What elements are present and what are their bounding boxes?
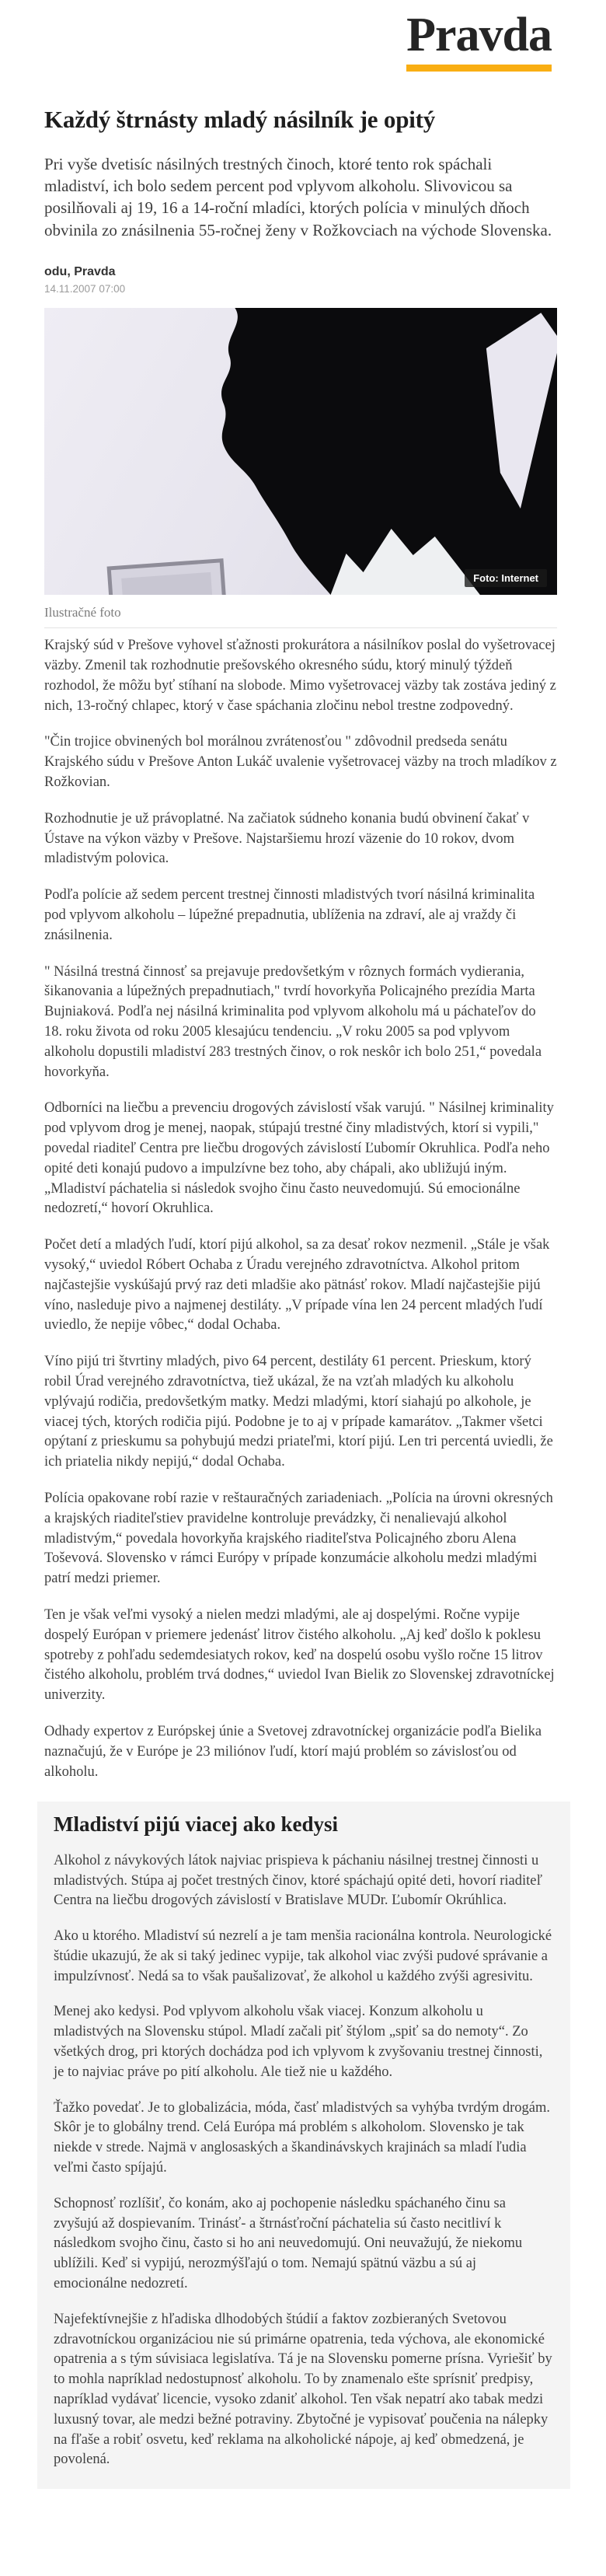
article-paragraph: Rozhodnutie je už právoplatné. Na začiatok súdneho konania budú obvinení čakať v Ústave na výkon väzby v Prešove. Najstaršiemu hrozí väzenie do 10 rokov, dvom mladistvým polovica. [44, 810, 530, 867]
infobox-paragraph: Schopnosť rozlíšiť, čo konám, ako aj pochopenie následku spáchaného činu sa zvyšujú až dospievaním. Trinásť- a štrnásťroční páchatelia sú často necitliví k následkom svojho činu, často si ho ani neuvedomujú. Oni neuvažujú, že niekomu ublížili. Keď si vypijú, nerozmýšľajú o tom. Nemajú spätnú väzbu a sú aj emocionálne nedozretí. [54, 2195, 523, 2292]
infobox-paragraph: Menej ako kedysi. Pod vplyvom alkoholu však viacej. Konzum alkoholu u mladistvých na Slovensku stúpol. Mladí začali piť štýlom „spiť sa do nemoty“. Zo všetkých drog, pri ktorých dochádza pod ich vplyvom k zvyšovaniu trestnej činnosti, je to najviac práve po pití alkoholu. Ale tiež nie u každého. [54, 2004, 543, 2080]
publish-date: 14.11.2007 07:00 [44, 283, 126, 295]
article-paragraph: "Čin trojice obvinených bol morálnou zvrátenosťou " zdôvodnil predseda senátu Krajského súdu v Prešove Anton Lukáč uvalenie vyšetrovacej väzby na troch mladíkov z Rožkovian. [44, 734, 557, 791]
silhouette-illustration [44, 308, 557, 595]
page-title: Každý štrnásty mladý násilník je opitý [44, 106, 436, 133]
article-paragraph: Počet detí a mladých ľudí, ktorí pijú alkohol, sa za desať rokov nezmenil. „Stále je však vysoký,“ uviedol Róbert Ochaba z Úradu verejného zdravotníctva. Alkohol pritom najčastejšie vyskúšajú prvý raz deti mladšie ako pätnásť rokov. Mladí najčastejšie pijú víno, nasleduje pivo a najmenej destiláty. „V prípade vína len 24 percent mladých ľudí uviedlo, že nepije vôbec,“ dodal Ochaba. [44, 1237, 550, 1333]
infobox-paragraph: Ťažko povedať. Je to globalizácia, móda, časť mladistvých sa vyhýba tvrdým drogám. Skôr je to globálny trend. Celá Európa má problém s alkoholom. Slovensko je tak niekde v strede. Najmä v anglosaských a škandinávskych krajinách sa mladí ľudia veľmi často spíjajú. [54, 2099, 550, 2176]
byline: odu, Pravda [44, 265, 116, 279]
divider [44, 627, 557, 628]
infobox [37, 1802, 570, 2489]
article-paragraph: Odhady expertov z Európskej únie a Svetovej zdravotníckej organizácie podľa Bielika naznačujú, že v Európe je 23 miliónov ľudí, ktorí majú problém so závislosťou od alkoholu. [44, 1723, 542, 1780]
article-paragraph: Polícia opakovane robí razie v reštauračných zariadeniach. „Polícia na úrovni okresných a krajských riaditeľstiev pravidelne kontroluje prevádzky, či nenalievajú alkohol mladistvým,“ povedala hovorkyňa krajského riaditeľstva Policajného zboru Alena Toševová. Slovensko v rámci Európy v prípade konzumácie alkoholu medzi mladými patrí medzi priemer. [44, 1490, 553, 1587]
pravda-logo[interactable] [406, 11, 552, 72]
infobox-paragraph: Ako u ktorého. Mladiství sú nezrelí a je tam menšia racionálna kontrola. Neurologické štúdie ukazujú, že ak si taký jedinec vypije, tak alkohol viac zvýši pudové správanie a impulzívnosť. Nedá sa to však paušalizovať, že alkohol u každého zvýši agresivitu. [54, 1928, 552, 1984]
article-paragraph: Podľa polície až sedem percent trestnej činnosti mladistvých tvorí násilná kriminalita pod vplyvom alkoholu – lúpežné prepadnutia, ublíženia na zdraví, ale aj vraždy či znásilnenia. [44, 887, 535, 943]
infobox-paragraph: Najefektívnejšie z hľadiska dlhodobých štúdií a faktov zozbieraných Svetovou zdravotníckou organizáciou nie sú primárne opatrenia, teda výchova, ale ekonomické opatrenia a s tým súvisiaca legislatíva. Tá je na Slovensku pomerne prísna. Vyriešiť by to mohla napríklad nedostupnosť alkoholu. To by znamenalo ešte sprísniť predpisy, napríklad vydávať licencie, vysoko zdaniť alkohol. Ten však nepatrí ako tabak medzi luxusný tovar, ale medzi bežné potraviny. Zbytočné je vypisovať poučenia na nálepky na fľaše a robiť osvetu, keď reklama na alkoholické nápoje, aj keď obmedzená, je povolená. [54, 2311, 552, 2468]
article-photo [44, 308, 557, 595]
article-paragraph: Krajský súd v Prešove vyhovel sťažnosti prokurátora a násilníkov poslal do vyšetrovacej väzby. Zmenil tak rozhodnutie prešovského okresného súdu, ktorý minulý týždeň rozhodol, že môžu byť stíhaní na slobode. Mimo vyšetrovacej väzby tak zostáva jediný z nich, 13-ročný chlapec, ktorý v čase spáchania zločinu nebol trestne zodpovedný. [44, 638, 556, 714]
photo-caption: Ilustračné foto [44, 605, 121, 620]
pravda-logo-underline [406, 65, 552, 72]
article-paragraph: Ten je však veľmi vysoký a nielen medzi mladými, ale aj dospelými. Ročne vypije dospelý Európan v priemere jedenásť litrov čistého alkoholu. „Aj keď došlo k poklesu spotreby z pohľadu sedemdesiatych rokov, keď na dospelú osobu vyšlo ročne 15 litrov čistého alkoholu, problém trvá dodnes,“ uviedol Ivan Bielik zo Slovenskej zdravotníckej univerzity. [44, 1606, 555, 1704]
article-paragraph: " Násilná trestná činnosť sa prejavuje predovšetkým v rôznych formách vydierania, šikanovania a lúpežných prepadnutiach," tvrdí hovorkyňa Policajného prezídia Marta Bujniaková. Podľa nej násilná kriminalita pod vplyvom alkoholu má u páchateľov do 18. roku života od roku 2005 klesajúcu tendenciu. „V roku 2005 sa pod vplyvom alkoholu dopustili mladiství 283 trestných činov, o rok neskôr ich bolo 251,“ povedala hovorkyňa. [44, 963, 542, 1080]
article-content [0, 106, 606, 2489]
infobox-heading: Mladiství pijú viacej ako kedysi [54, 1812, 339, 1837]
article-body [44, 636, 557, 1782]
picture-frame [109, 561, 225, 595]
article-paragraph: Odborníci na liečbu a prevenciu drogových závislostí však varujú. " Násilnej kriminality pod vplyvom drog je menej, naopak, stúpajú trestné činy mladistvých, ktorí si vypili," povedal riaditeľ Centra pre liečbu drogových závislostí Ľubomír Okruhlica. Podľa neho opité deti konajú pudovo a impulzívne bez toho, aby chápali, ako ubližujú iným. „Mladiství páchatelia si následok svojho činu často neuvedomujú. Sú emocionálne nedozretí,“ hovorí Okruhlica. [44, 1100, 554, 1217]
photo-credit-badge: Foto: Internet [465, 569, 547, 587]
infobox-paragraph: Alkohol z návykových látok najviac prispieva k páchaniu násilnej trestnej činnosti u mladistvých. Stúpa aj počet trestných činov, ktoré spáchajú opité deti, hovorí riaditeľ Centra na liečbu drogových závislostí v Bratislave MUDr. Ľubomír Okrúhlica. [54, 1852, 542, 1909]
masthead [0, 0, 606, 72]
article-paragraph: Víno pijú tri štvrtiny mladých, pivo 64 percent, destiláty 61 percent. Prieskum, ktorý robil Úrad verejného zdravotníctva, tiež ukázal, že na vzťah mladých ku alkoholu vplývajú rodičia, predovšetkým matky. Medzi mladými, ktorí siahajú po alkohole, je viacej tých, ktorých rodičia pijú. Podobne je to aj v prípade kamarátov. „Takmer všetci opýtaní z prieskumu sa pohybujú medzi priateľmi, ktorí pijú. Len tri percentá uviedli, že ich priatelia nikdy nepijú,“ dodal Ochaba. [44, 1354, 553, 1470]
article-lead: Pri vyše dvetisíc násilných trestných činoch, ktoré tento rok spáchali mladiství, ich bolo sedem percent pod vplyvom alkoholu. Slivovicou sa posilňovali aj 19, 16 a 14-roční mladíci, ktorých polícia v minulých dňoch obvinila zo znásilnenia 55-ročnej ženy v Rožkovciach na východe Slovenska. [44, 154, 552, 239]
pravda-logo-text: Pravda [406, 9, 552, 61]
